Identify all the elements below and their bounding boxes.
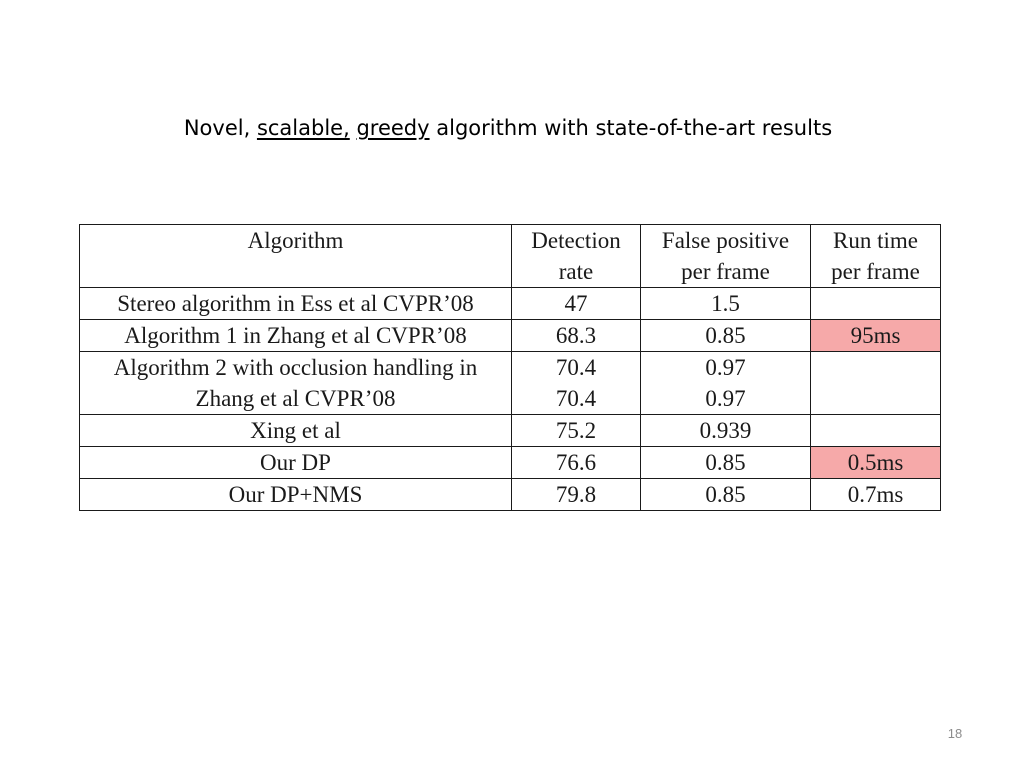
- cell-detection-line2: 70.4: [555, 386, 597, 411]
- header-algorithm-label: Algorithm: [247, 228, 344, 253]
- cell-algorithm-line2: Zhang et al CVPR’08: [195, 386, 396, 411]
- cell-runtime-highlighted: 0.5ms: [811, 447, 941, 479]
- cell-detection: 47: [512, 288, 641, 320]
- table-header-row: [80, 225, 941, 288]
- cell-runtime: [811, 288, 941, 320]
- cell-runtime: [811, 415, 941, 447]
- cell-fppf: 0.85: [641, 320, 811, 352]
- slide-number: 18: [947, 726, 963, 741]
- slide-title: [0, 116, 1016, 140]
- table-row: [80, 415, 941, 447]
- cell-fppf: [641, 352, 811, 415]
- title-greedy: greedy: [356, 116, 430, 140]
- header-false-positive: [641, 225, 811, 288]
- cell-algorithm: [80, 352, 512, 415]
- cell-detection: 75.2: [512, 415, 641, 447]
- results-table: [79, 224, 941, 511]
- table-row: [80, 320, 941, 352]
- header-fppf-line2: per frame: [681, 259, 770, 284]
- title-text-1: Novel,: [183, 116, 257, 140]
- cell-algorithm-line1: Algorithm 2 with occlusion handling in: [113, 355, 478, 380]
- title-text-3: algorithm with state-of-the-art results: [429, 116, 833, 140]
- cell-fppf: 0.85: [641, 447, 811, 479]
- cell-detection: [512, 352, 641, 415]
- cell-fppf: 0.85: [641, 479, 811, 511]
- cell-fppf-line2: 0.97: [705, 386, 746, 411]
- cell-algorithm: Xing et al: [80, 415, 512, 447]
- header-detection-rate: [512, 225, 641, 288]
- header-detection-line1: Detection: [531, 228, 621, 253]
- header-runtime-line1: Run time: [833, 228, 918, 253]
- cell-fppf: 0.939: [641, 415, 811, 447]
- header-algorithm: [80, 225, 512, 288]
- header-detection-line2: rate: [558, 259, 594, 284]
- table-row: [80, 288, 941, 320]
- cell-runtime: 0.7ms: [811, 479, 941, 511]
- cell-algorithm: Our DP: [80, 447, 512, 479]
- header-run-time: [811, 225, 941, 288]
- header-fppf-line1: False positive: [661, 228, 790, 253]
- cell-algorithm: Algorithm 1 in Zhang et al CVPR’08: [80, 320, 512, 352]
- title-scalable: scalable,: [256, 116, 350, 140]
- cell-detection-line1: 70.4: [555, 355, 597, 380]
- cell-detection: 68.3: [512, 320, 641, 352]
- cell-runtime-highlighted: 95ms: [811, 320, 941, 352]
- table-row: [80, 352, 941, 415]
- cell-fppf-line1: 0.97: [705, 355, 746, 380]
- cell-algorithm: Our DP+NMS: [80, 479, 512, 511]
- cell-detection: 76.6: [512, 447, 641, 479]
- cell-detection: 79.8: [512, 479, 641, 511]
- table-row: [80, 479, 941, 511]
- cell-runtime: [811, 352, 941, 415]
- header-runtime-line2: per frame: [831, 259, 920, 284]
- cell-algorithm: Stereo algorithm in Ess et al CVPR’08: [80, 288, 512, 320]
- table-row: [80, 447, 941, 479]
- cell-fppf: 1.5: [641, 288, 811, 320]
